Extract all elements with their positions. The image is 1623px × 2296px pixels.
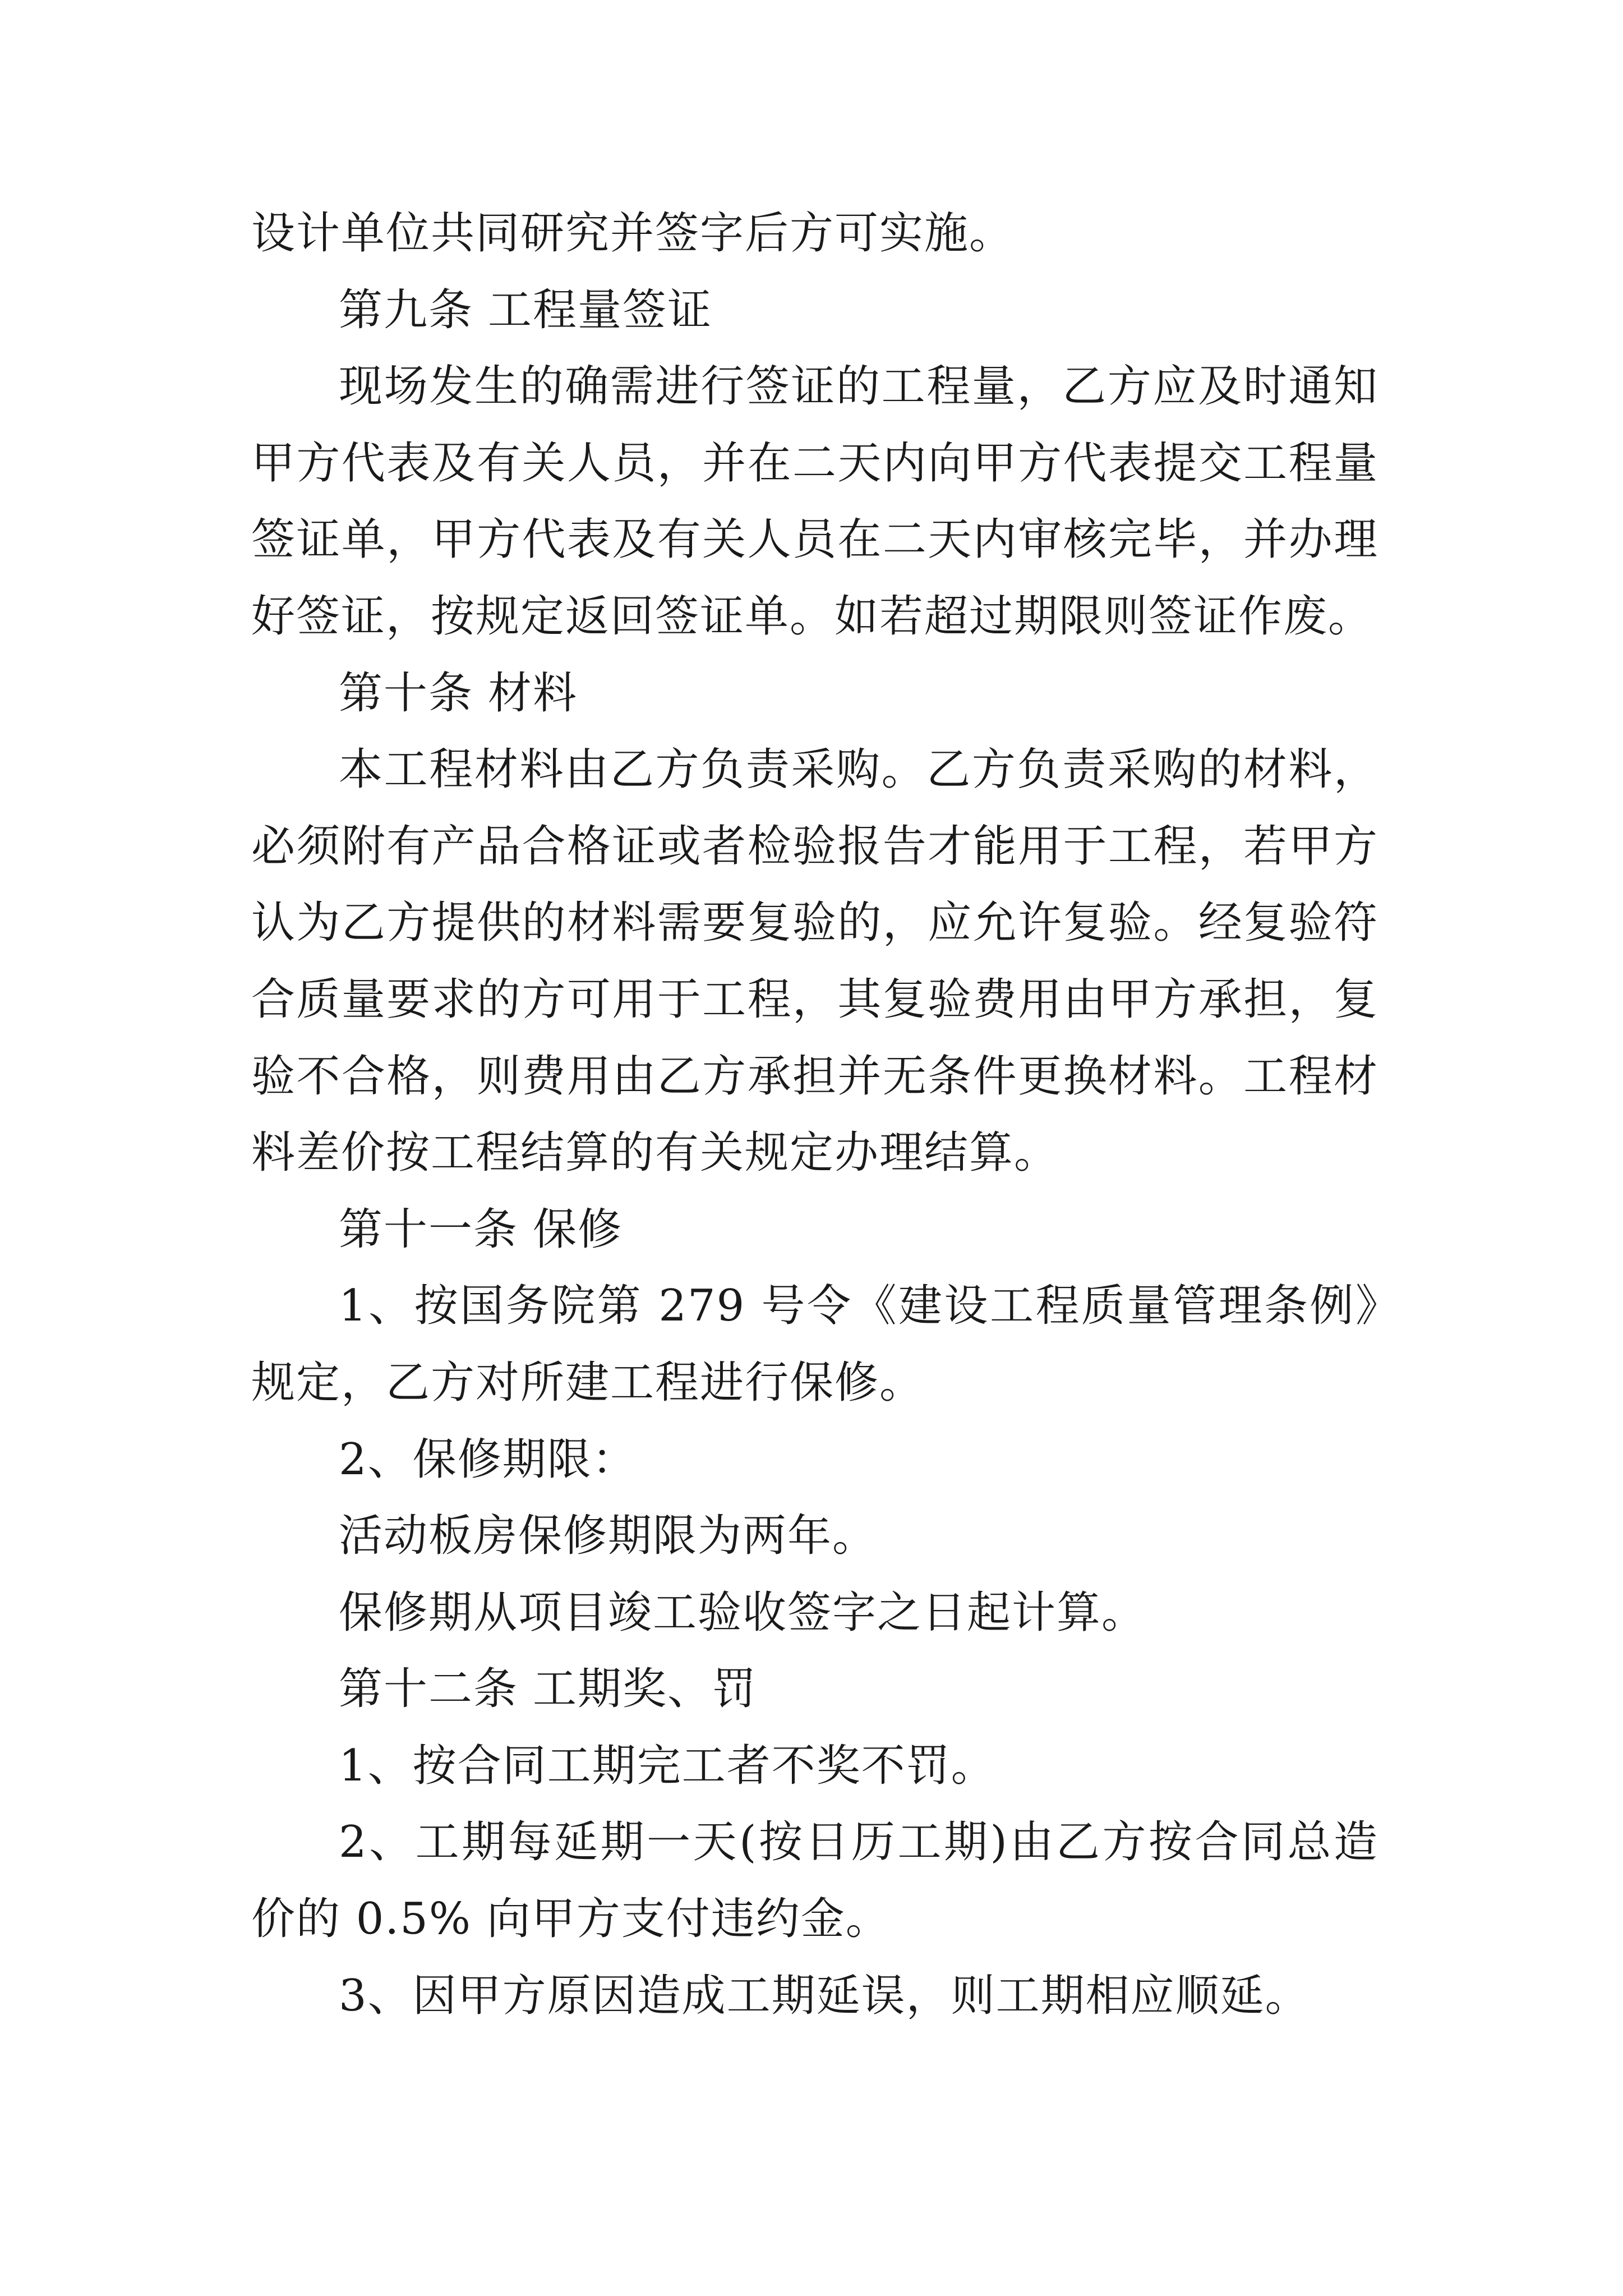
article-10-number: 第十条	[339, 668, 474, 719]
document-body	[251, 195, 1378, 2034]
article-12-item-1: 1、按合同工期完工者不奖不罚。	[339, 1740, 996, 1791]
article-11-title: 保修	[533, 1204, 623, 1255]
article-9-body: 现场发生的确需进行签证的工程量，乙方应及时通知甲方代表及有关人员，并在二天内向甲方代表提交工程量签证单，甲方代表及有关人员在二天内审核完毕，并办理好签证，按规定返回签证单。如若超过期限则签证作废。	[251, 361, 1378, 642]
article-11-item-1: 1、按国务院第 279 号令《建设工程质量管理条例》规定，乙方对所建工程进行保修。	[251, 1281, 1378, 1408]
article-12-item-3: 3、因甲方原因造成工期延误，则工期相应顺延。	[339, 1970, 1310, 2021]
article-11-item-2b: 保修期从项目竣工验收签字之日起计算。	[339, 1587, 1147, 1638]
article-10-body: 本工程材料由乙方负责采购。乙方负责采购的材料，必须附有产品合格证或者检验报告才能用于工程，若甲方认为乙方提供的材料需要复验的，应允许复验。经复验符合质量要求的方可用于工程，其复验费用由甲方承担，复验不合格，则费用由乙方承担并无条件更换材料。工程材料差价按工程结算的有关规定办理结算。	[251, 744, 1378, 1179]
article-9-number: 第九条	[339, 284, 474, 335]
article-12-title: 工期奖、罚	[533, 1664, 758, 1715]
article-10-title: 材料	[488, 668, 578, 719]
article-12-heading	[251, 1651, 1378, 1728]
paragraph-continuation: 设计单位共同研究并签字后方可实施。	[251, 208, 1015, 259]
article-9-title: 工程量签证	[488, 284, 713, 335]
article-12-number: 第十二条	[339, 1664, 519, 1715]
article-11-number: 第十一条	[339, 1204, 519, 1255]
article-11-item-2: 2、保修期限：	[339, 1434, 637, 1485]
article-10-heading	[251, 655, 1378, 732]
article-11-item-2a: 活动板房保修期限为两年。	[339, 1511, 878, 1562]
article-12-item-2: 2、工期每延期一天(按日历工期)由乙方按合同总造价的 0.5% 向甲方支付违约金。	[251, 1817, 1378, 1945]
article-11-heading	[251, 1191, 1378, 1268]
article-9-heading	[251, 272, 1378, 349]
